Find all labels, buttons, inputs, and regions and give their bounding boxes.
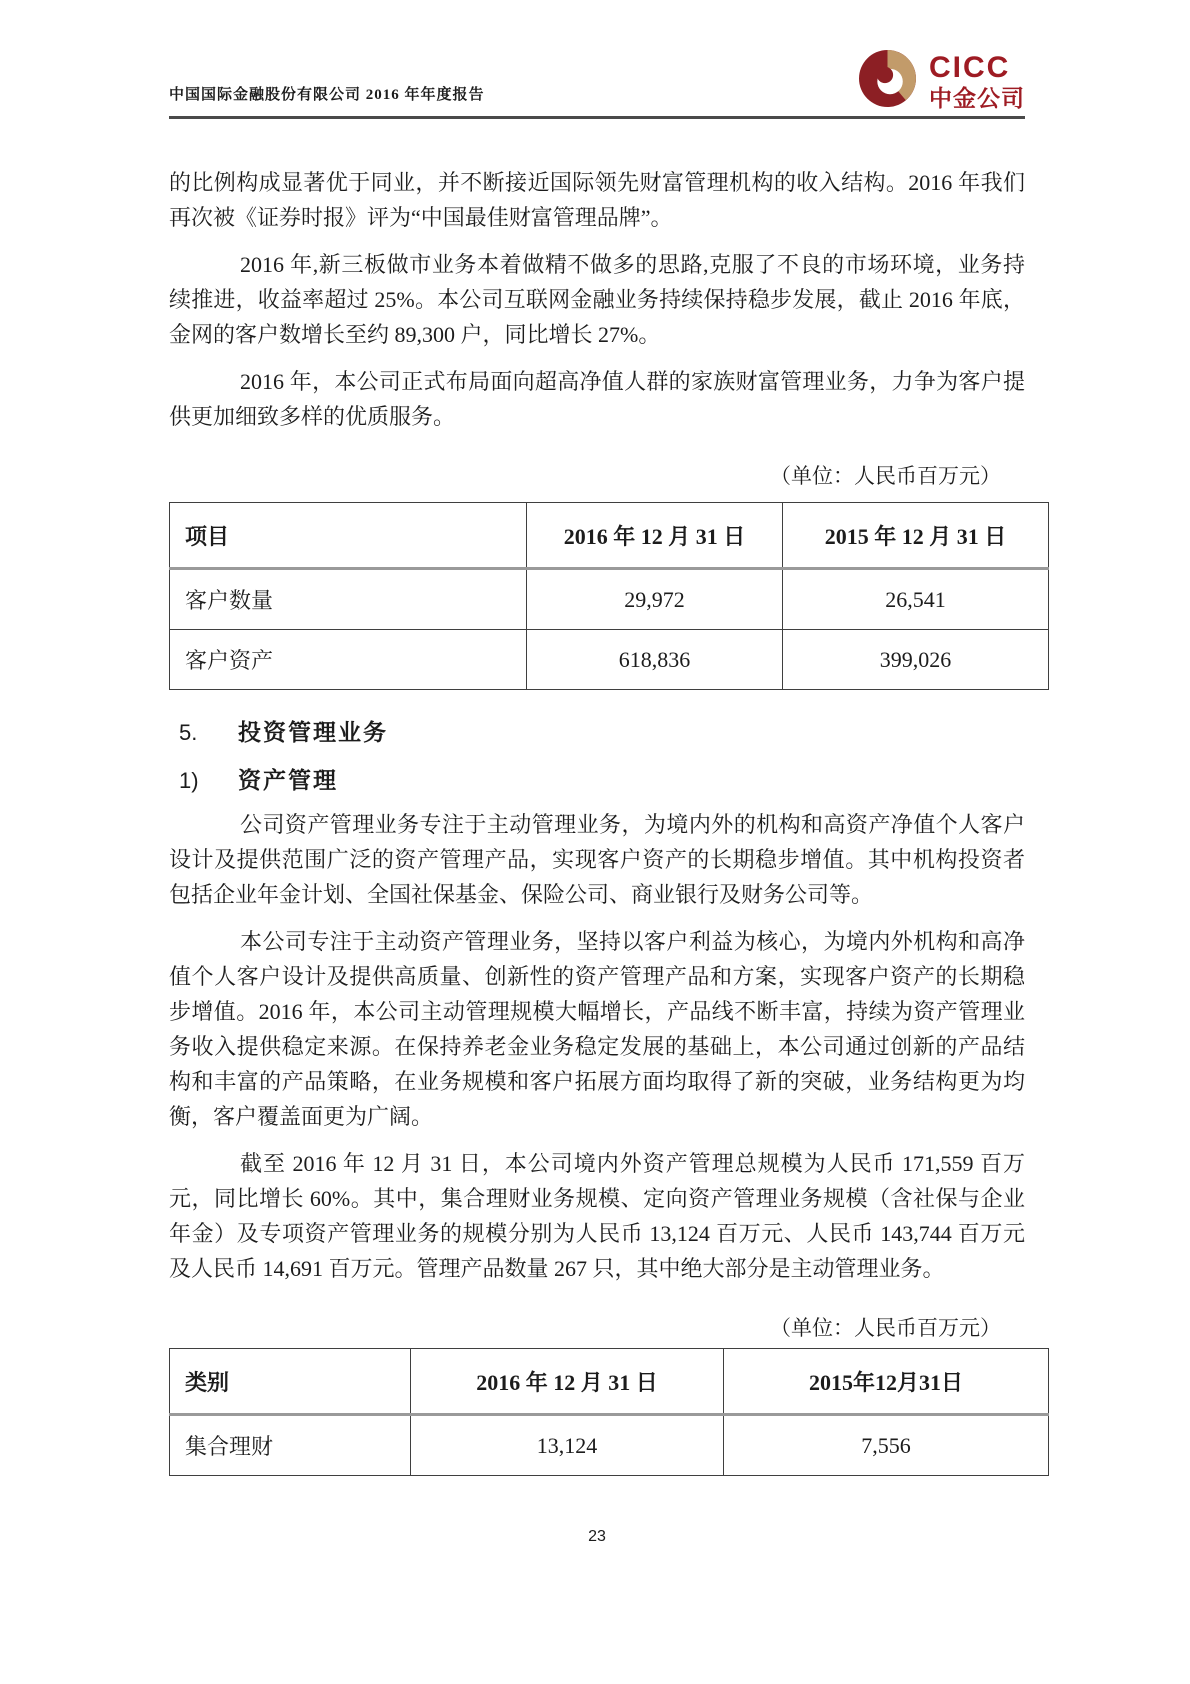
paragraph-neeq-business: 2016 年,新三板做市业务本着做精不做多的思路,克服了不良的市场环境，业务持续推进，收益率超过 25%。本公司互联网金融业务持续保持稳步发展，截止 2016 年底，金网的客户数增长至约 89,300 户，同比增长 27%。 [169, 252, 1025, 347]
cicc-wordmark-en: CICC [929, 50, 1011, 84]
section-heading-investment-management [169, 714, 1025, 747]
value-collective-2016: 13,124 [411, 1415, 724, 1476]
header-cell-item: 项目 [170, 503, 527, 569]
cicc-wordmark [929, 50, 1025, 111]
subsection-heading-asset-management [169, 762, 1025, 795]
table-header-row [170, 1349, 1049, 1415]
header-cell-2016: 2016 年 12 月 31 日 [527, 503, 783, 569]
value-collective-2015: 7,556 [724, 1415, 1049, 1476]
paragraph-family-wealth: 2016 年，本公司正式布局面向超高净值人群的家族财富管理业务，力争为客户提供更加细致多样的优质服务。 [169, 369, 1025, 429]
value-client-assets-2015: 399,026 [783, 630, 1049, 690]
table-row [170, 1415, 1049, 1476]
paragraph-am-strategy: 本公司专注于主动资产管理业务，坚持以客户利益为核心，为境内外机构和高净值个人客户设计及提供高质量、创新性的资产管理产品和方案，实现客户资产的长期稳步增值。2016 年，本公司主动管理规模大幅增长，产品线不断丰富，持续为资产管理业务收入提供稳定来源。在保持养老金业务稳定发展的基础上，本公司通过创新的产品结构和丰富的产品策略，在业务规模和客户拓展方面均取得了新的突破，业务结构更为均衡，客户覆盖面更为广阔。 [169, 929, 1025, 1129]
cicc-logo [859, 50, 1025, 112]
table-row [170, 569, 1049, 630]
table-header-row [170, 503, 1049, 569]
clients-table [169, 502, 1049, 690]
row-label-collective: 集合理财 [170, 1415, 411, 1476]
section-number: 5. [179, 720, 198, 745]
content-column [169, 0, 1025, 1546]
row-label-client-count: 客户数量 [170, 569, 527, 630]
unit-note-2: （单位：人民币百万元） [770, 1316, 1001, 1340]
cicc-logo-mark-icon [859, 50, 916, 112]
unit-note-1: （单位：人民币百万元） [770, 464, 1001, 488]
section-title: 投资管理业务 [238, 720, 388, 745]
row-label-client-assets: 客户资产 [170, 630, 527, 690]
aum-category-table [169, 1348, 1049, 1476]
page-number: 23 [588, 1528, 606, 1545]
document-header [169, 0, 1025, 119]
subsection-number: 1) [179, 768, 199, 793]
paragraph-wealth-brand: 的比例构成显著优于同业，并不断接近国际领先财富管理机构的收入结构。2016 年我们再次被《证券时报》评为“中国最佳财富管理品牌”。 [169, 170, 1025, 230]
header-cell-2015: 2015 年 12 月 31 日 [783, 503, 1049, 569]
value-client-count-2016: 29,972 [527, 569, 783, 630]
header-cell-2015: 2015年12月31日 [724, 1349, 1049, 1415]
paragraph-aum-figures: 截至 2016 年 12 月 31 日，本公司境内外资产管理总规模为人民币 171,559 百万元，同比增长 60%。其中，集合理财业务规模、定向资产管理业务规模（含社保与企业年金）及专项资产管理业务的规模分别为人民币 13,124 百万元、人民币 143,744 百万元及人民币 14,691 百万元。管理产品数量 267 只，其中绝大部分是主动管理业务。 [169, 1151, 1025, 1281]
report-title: 中国国际金融股份有限公司 2016 年年度报告 [169, 87, 485, 103]
header-cell-2016: 2016 年 12 月 31 日 [411, 1349, 724, 1415]
value-client-count-2015: 26,541 [783, 569, 1049, 630]
header-cell-category: 类别 [170, 1349, 411, 1415]
cicc-wordmark-zh: 中金公司 [929, 84, 1025, 111]
table-row [170, 630, 1049, 690]
value-client-assets-2016: 618,836 [527, 630, 783, 690]
subsection-title: 资产管理 [238, 768, 338, 793]
paragraph-am-overview: 公司资产管理业务专注于主动管理业务，为境内外的机构和高资产净值个人客户设计及提供范围广泛的资产管理产品，实现客户资产的长期稳步增值。其中机构投资者包括企业年金计划、全国社保基金、保险公司、商业银行及财务公司等。 [169, 812, 1025, 907]
